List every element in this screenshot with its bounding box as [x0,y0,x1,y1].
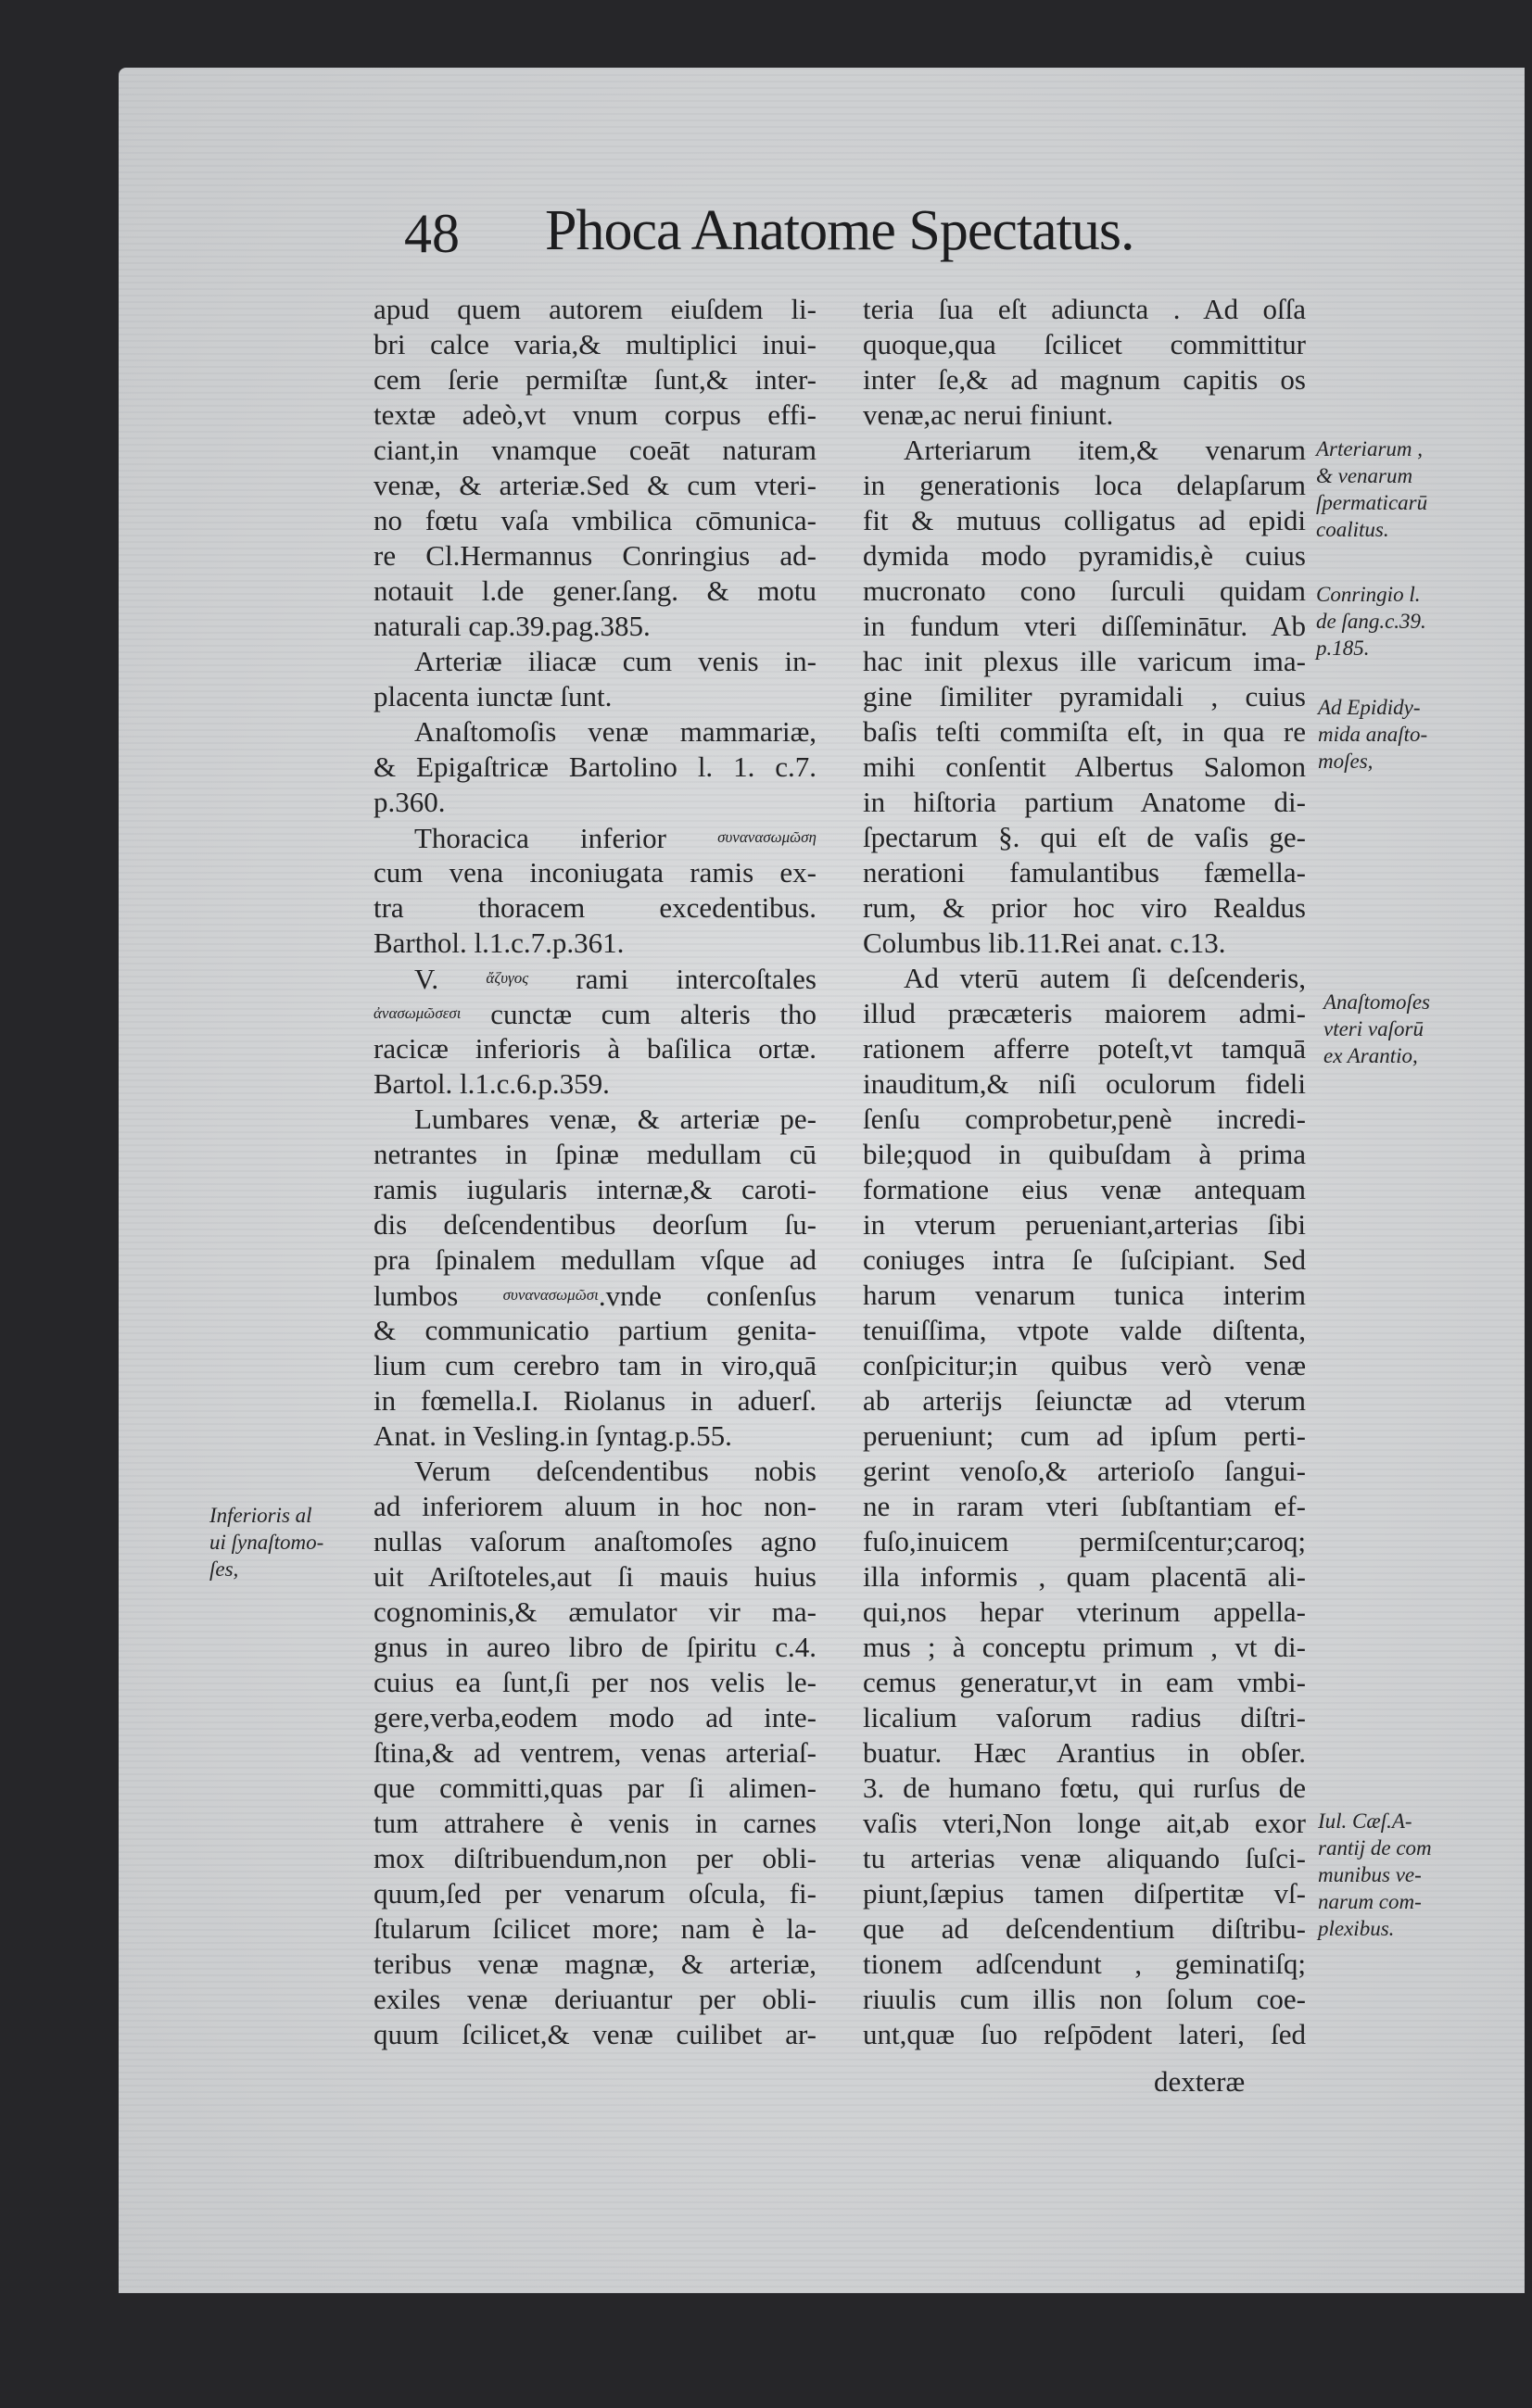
paragraph [863,433,1306,961]
text-line: Barthol. l.1.c.7.p.361. [374,927,625,959]
text-line: conſpicitur;in quibus verò venæ [863,1349,1306,1381]
text-line: bri calce varia,& multiplici inui- [374,328,817,360]
text-fragment: V. [414,963,487,995]
text-line: & Epigaſtricæ Bartolino l. 1. c.7. [374,750,817,783]
text-line: ne in raram vteri ſubſtantiam ef- [863,1490,1306,1522]
text-line: in generationis loca delapſarum [863,469,1306,501]
paragraph [863,961,1306,2052]
margin-note-line: coalitus. [1316,518,1389,541]
page-number: 48 [404,203,460,264]
text-line: & communicatio partium genita- [374,1314,817,1346]
text-line: in vterum perueniant,arterias ſibi [863,1208,1306,1241]
text-line: dymida modo pyramidis,è cuius [863,539,1306,572]
margin-note-line: de ſang.c.39. [1316,610,1426,633]
margin-note-line: Anaſtomoſes [1323,990,1430,1014]
margin-note-line: narum com- [1318,1890,1422,1913]
text-line: mucronato cono ſurculi quidam [863,574,1306,607]
text-line: cuius ea ſunt,ſi per nos velis le- [374,1666,817,1698]
greek-word: συνανασωμῶσι [502,1286,599,1304]
text-line: no fœtu vaſa vmbilica cōmunica- [374,504,817,536]
margin-note-line: ſpermaticarū [1316,491,1428,514]
running-title: Phoca Anatome Spectatus. [545,199,1134,262]
margin-note-line: Arteriarum , [1316,437,1423,460]
margin-note-line: & venarum [1316,464,1413,487]
text-line: hac init plexus ille varicum ima- [863,645,1306,677]
text-line [374,996,817,1031]
margin-note-line: ui ſynaſtomo- [209,1531,324,1554]
text-line: buatur. Hæc Arantius in obſer. [863,1736,1306,1769]
margin-note-line: vteri vaſorū [1323,1017,1424,1040]
text-line: harum venarum tunica interim [863,1279,1306,1311]
paragraph [374,292,817,644]
text-line: textæ adeò,vt vnum corpus effi- [374,398,817,431]
margin-note-line: rantij de com [1318,1836,1432,1860]
text-line: naturali cap.39.pag.385. [374,610,651,642]
margin-note-line: munibus ve- [1318,1863,1422,1886]
margin-note-arantius-complexibus [1318,1808,1432,1942]
text-line: tra thoracem excedentibus. [374,891,817,924]
paragraph [374,714,817,820]
text-line: tionem adſcendunt , geminatiſq; [863,1948,1306,1980]
text-line: cum vena inconiugata ramis ex- [374,856,817,889]
paragraph [374,820,817,961]
margin-note-conringio [1316,581,1426,662]
text-line: p.360. [374,786,446,818]
text-line: Anat. in Vesling.in ſyntag.p.55. [374,1419,732,1452]
margin-note-line: ſes, [209,1557,239,1581]
margin-note-epididymis [1318,694,1427,775]
paragraph [374,1102,817,1454]
text-line: nerationi famulantibus fæmella- [863,856,1306,889]
text-line: perueniunt; cum ad ipſum perti- [863,1419,1306,1452]
text-line [374,961,817,996]
text-line: inter ſe,& ad magnum capitis os [863,363,1306,396]
text-line: Arteriarum item,& venarum [904,434,1306,466]
text-line: ſtularum ſcilicet more; nam è la- [374,1912,817,1945]
margin-note-line: Iul. Cæſ.A- [1318,1809,1412,1833]
text-line: cemus generatur,vt in eam vmbi- [863,1666,1306,1698]
text-line: inauditum,& niſi oculorum fideli [863,1067,1306,1100]
margin-note-line: Conringio l. [1316,583,1421,606]
text-line: mox diſtribuendum,non per obli- [374,1842,817,1874]
text-line: quum ſcilicet,& venæ cuilibet ar- [374,2018,817,2050]
greek-word: ἄζυγος [486,969,529,987]
text-line: cem ſerie permiſtæ ſunt,& inter- [374,363,817,396]
text-line: ad inferiorem aluum in hoc non- [374,1490,817,1522]
paragraph [374,644,817,714]
text-line: apud quem autorem eiuſdem li- [374,293,817,325]
text-line [374,1278,817,1313]
text-line: venæ, & arteriæ.Sed & cum vteri- [374,469,817,501]
text-line: pra ſpinalem medullam vſque ad [374,1243,817,1276]
text-line: Columbus lib.11.Rei anat. c.13. [863,927,1226,959]
text-line: mihi conſentit Albertus Salomon [863,750,1306,783]
text-line: vaſis vteri,Non longe ait,ab exor [863,1807,1306,1839]
text-line: tu arterias venæ aliquando ſuſci- [863,1842,1306,1874]
catchword: dexteræ [1154,2065,1246,2098]
margin-note-line: plexibus. [1318,1917,1395,1940]
text-line: fit & mutuus colligatus ad epidi [863,504,1306,536]
text-line: in fundum vteri diſſeminātur. Ab [863,610,1306,642]
text-line: gerint venoſo,& arterioſo ſangui- [863,1455,1306,1487]
greek-word: συνανασωμῶση [717,828,817,846]
text-line: ſenſu comprobetur,penè incredi- [863,1103,1306,1135]
text-line: exiles venæ deriuantur per obli- [374,1983,817,2015]
text-line: in fœmella.I. Riolanus in aduerſ. [374,1384,817,1417]
margin-note-spermatic-vessels [1316,435,1427,543]
text-line: Anaſtomoſis venæ mammariæ, [414,715,817,748]
text-line: Bartol. l.1.c.6.p.359. [374,1067,610,1100]
text-line: gine ſimiliter pyramidali , cuius [863,680,1306,712]
text-line: tum attrahere è venis in carnes [374,1807,817,1839]
text-line: quum,ſed per venarum oſcula, fi- [374,1877,817,1910]
margin-note-arantio [1323,989,1430,1069]
text-fragment: rami intercoſtales [528,963,817,995]
text-line: ab arterijs ſeiunctæ ad vterum [863,1384,1306,1417]
text-line: Verum deſcendentibus nobis [414,1455,817,1487]
margin-note-line: mida anaſto- [1318,723,1428,746]
text-line: nullas vaſorum anaſtomoſes agno [374,1525,817,1557]
text-line: rum, & prior hoc viro Realdus [863,891,1306,924]
text-line: illud præcæteris maiorem admi- [863,997,1306,1029]
text-line: mus ; à conceptu primum , vt di- [863,1631,1306,1663]
paragraph [374,961,817,1102]
text-line: notauit l.de gener.ſang. & motu [374,574,817,607]
text-line: Lumbares venæ, & arteriæ pe- [414,1103,817,1135]
text-line: teribus venæ magnæ, & arteriæ, [374,1948,817,1980]
margin-note-line: moſes, [1318,750,1374,773]
greek-word: ἀνασωμῶσεσι [374,1004,462,1022]
text-line: cognominis,& æmulator vir ma- [374,1595,817,1628]
text-line: que committi,quas par ſi alimen- [374,1771,817,1804]
text-line: que ad deſcendentium diſtribu- [863,1912,1306,1945]
text-line: netrantes in ſpinæ medullam cū [374,1138,817,1170]
paragraph [374,1454,817,2052]
text-line: teria ſua eſt adiuncta . Ad oſſa [863,293,1306,325]
left-text-column [374,292,817,2052]
text-fragment: .vnde conſenſus [598,1280,817,1312]
text-line: formatione eius venæ antequam [863,1173,1306,1205]
text-line: riuulis cum illis non ſolum coe- [863,1983,1306,2015]
text-line: ſpectarum §. qui eſt de vaſis ge- [863,821,1306,853]
text-fragment: Thoracica inferior [414,822,718,854]
text-fragment: lumbos [374,1280,503,1312]
text-line: unt,quæ ſuo reſpōdent lateri, ſed [863,2018,1306,2050]
text-fragment: cunctæ cum alteris tho [461,998,817,1030]
text-line: placenta iunctæ ſunt. [374,680,613,712]
text-line: gere,verba,eodem modo ad inte- [374,1701,817,1734]
text-line: 3. de humano fœtu, qui rurſus de [863,1771,1306,1804]
text-line: ciant,in vnamque coeāt naturam [374,434,817,466]
text-line: ramis iugularis internæ,& caroti- [374,1173,817,1205]
text-line: illa informis , quam placentā ali- [863,1560,1306,1593]
right-text-column [863,292,1306,2052]
margin-note-line: Inferioris al [209,1504,312,1527]
text-line: re Cl.Hermannus Conringius ad- [374,539,817,572]
text-line: Arteriæ iliacæ cum venis in- [414,645,817,677]
text-line: bile;quod in quibuſdam à prima [863,1138,1306,1170]
text-line [374,820,817,855]
text-line: tenuiſſima, vtpote valde diſtenta, [863,1314,1306,1346]
text-line: coniuges intra ſe ſuſcipiant. Sed [863,1243,1306,1276]
text-line: lium cum cerebro tam in viro,quā [374,1349,817,1381]
text-line: dis deſcendentibus deorſum ſu- [374,1208,817,1241]
text-line: baſis teſti commiſta eſt, in qua re [863,715,1306,748]
text-line: licalium vaſorum radius diſtri- [863,1701,1306,1734]
text-line: gnus in aureo libro de ſpiritu c.4. [374,1631,817,1663]
text-line: fuſo,inuicem permiſcentur;caroq; [863,1525,1306,1557]
text-line: uit Ariſtoteles,aut ſi mauis huius [374,1560,817,1593]
margin-note-line: p.185. [1316,637,1370,660]
margin-note-inferior-belly [209,1502,323,1582]
paragraph [863,292,1306,433]
text-line: ſtina,& ad ventrem, venas arteriaſ- [374,1736,817,1769]
text-line: venæ,ac nerui finiunt. [863,398,1114,431]
margin-note-line: ex Arantio, [1323,1044,1418,1067]
text-line: rationem afferre poteſt,vt tamquā [863,1032,1306,1065]
text-line: qui,nos hepar vterinum appella- [863,1595,1306,1628]
text-line: in hiſtoria partium Anatome di- [863,786,1306,818]
book-page [119,68,1525,2293]
text-line: quoque,qua ſcilicet committitur [863,328,1306,360]
text-line: piunt,ſæpius tamen diſpertitæ vſ- [863,1877,1306,1910]
text-line: racicæ inferioris à baſilica ortæ. [374,1032,817,1065]
text-line: Ad vterū autem ſi deſcenderis, [904,962,1306,994]
margin-note-line: Ad Epididy- [1318,696,1421,719]
